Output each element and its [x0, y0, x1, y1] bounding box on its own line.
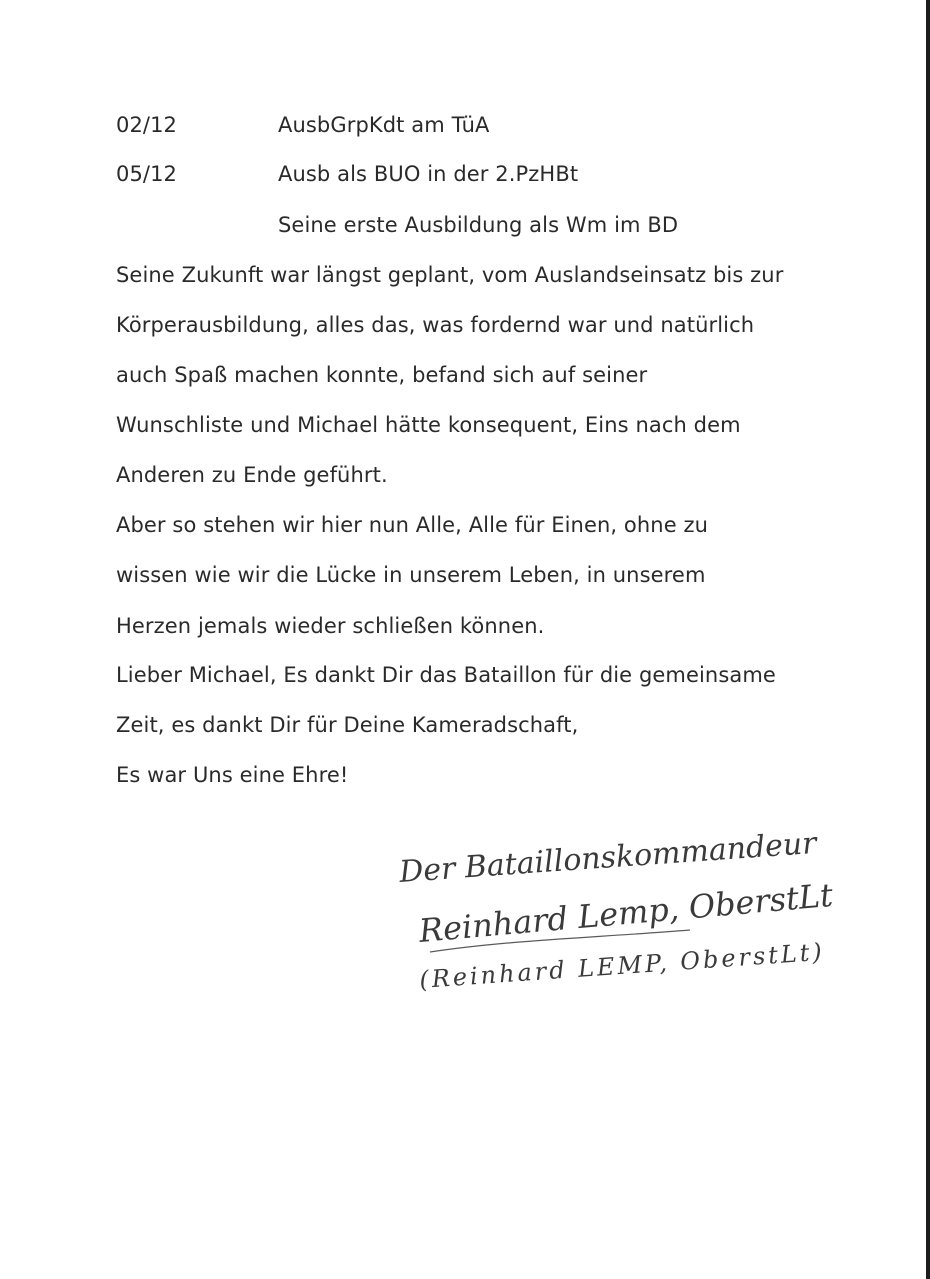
paragraph-line: Herzen jemals wieder schließen können.: [116, 614, 545, 638]
entry-text: Ausb als BUO in der 2.PzHBt: [278, 162, 579, 186]
handwritten-signature: [390, 820, 850, 1010]
paragraph-line: Es war Uns eine Ehre!: [116, 763, 349, 787]
paragraph-line: auch Spaß machen konnte, befand sich auf seiner: [116, 363, 648, 387]
paragraph-line: Körperausbildung, alles das, was fordernd war und natürlich: [116, 313, 755, 337]
signature-name: Reinhard Lemp, OberstLt: [417, 875, 835, 950]
entry-date: 02/12: [116, 113, 178, 137]
paragraph-line: Wunschliste und Michael hätte konsequent, Eins nach dem: [116, 413, 741, 437]
signature-title: Der Bataillonskommandeur: [398, 825, 818, 890]
entry-text: AusbGrpKdt am TüA: [278, 113, 490, 137]
paragraph-line: wissen wie wir die Lücke in unserem Leben, in unserem: [116, 563, 706, 587]
paragraph-line: Seine Zukunft war längst geplant, vom Auslandseinsatz bis zur: [116, 263, 784, 287]
paragraph-line: Zeit, es dankt Dir für Deine Kameradschaft,: [116, 713, 579, 737]
scan-edge: [926, 0, 930, 1279]
entry-subline: Seine erste Ausbildung als Wm im BD: [278, 213, 679, 237]
paragraph-line: Aber so stehen wir hier nun Alle, Alle für Einen, ohne zu: [116, 513, 709, 537]
signature-drawing: [390, 820, 850, 1010]
paragraph-line: Lieber Michael, Es dankt Dir das Bataillon für die gemeinsame: [116, 663, 776, 687]
signature-printed-name: (Reinhard LEMP, OberstLt): [418, 937, 826, 994]
entry-date: 05/12: [116, 162, 178, 186]
paragraph-line: Anderen zu Ende geführt.: [116, 463, 388, 487]
